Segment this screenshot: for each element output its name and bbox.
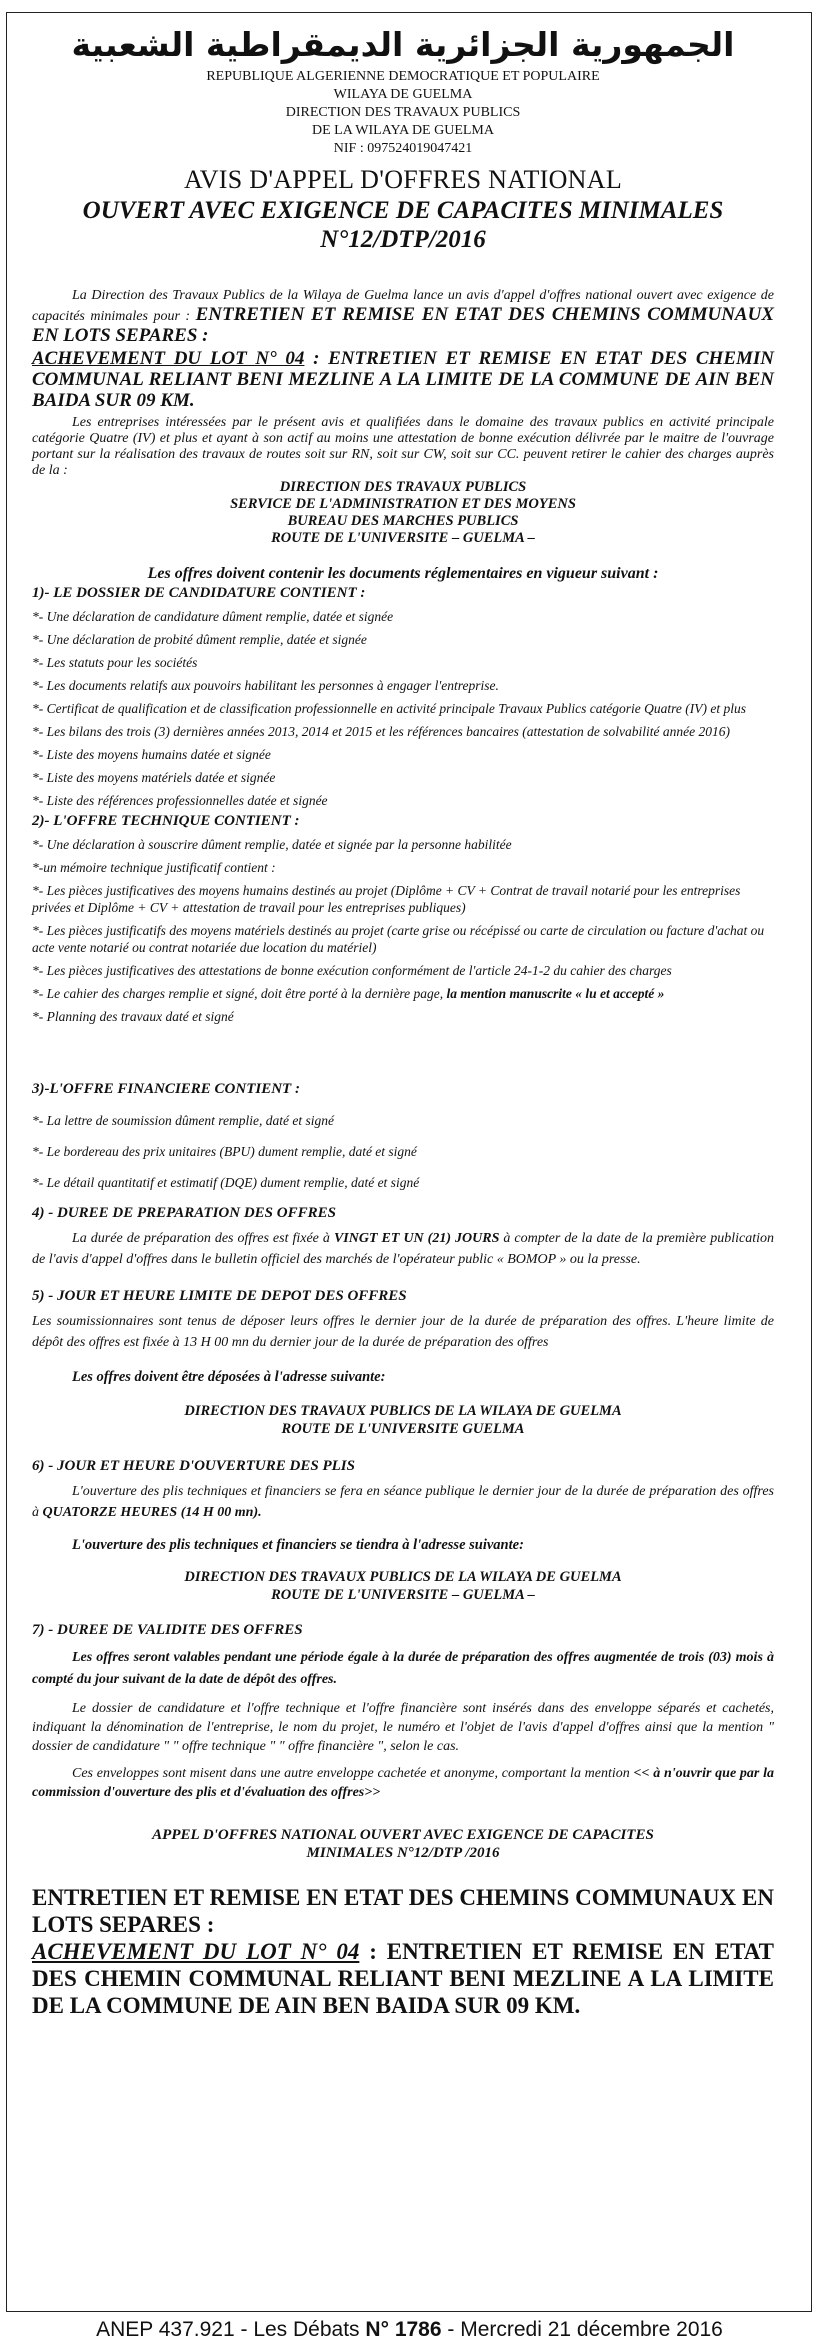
deposit-intro: Les offres doivent être déposées à l'adresse suivante:: [72, 1369, 386, 1385]
section-6-title: 6) - JOUR ET HEURE D'OUVERTURE DES PLIS: [32, 1458, 355, 1474]
republic-line: REPUBLIQUE ALGERIENNE DEMOCRATIQUE ET POPULAIRE: [206, 69, 600, 84]
section-3-title: 3)-L'OFFRE FINANCIERE CONTIENT :: [32, 1081, 300, 1097]
publication-footer: [0, 2318, 819, 2342]
candidature-item: *- Une déclaration de candidature dûment remplie, datée et signée: [32, 609, 394, 624]
technical-offer-item: *- Planning des travaux daté et signé: [32, 1009, 234, 1024]
footer-date: - Mercredi 21 décembre 2016: [447, 2318, 723, 2341]
final-project-title: ENTRETIEN ET REMISE EN ETAT DES CHEMINS COMMUNAUX EN LOTS SEPARES :: [32, 1885, 774, 1937]
section-7-validity: Les offres seront valables pendant une période égale à la durée de préparation des offres augmentée de trois (03) mois à compté du jour suivant de la date de dépôt des offres.: [32, 1650, 774, 1687]
section-2-list: [32, 836, 774, 1025]
intro-paragraph: La Direction des Travaux Publics de la Wilaya de Guelma lance un avis d'appel d'offres national ouvert avec exigence de capacités minimales pour : ENTRETIEN ET REMISE EN ETAT DES CHEMINS COMMUNAUX EN LOTS SEPARES :: [32, 288, 774, 346]
arabic-title: الجمهورية الجزائرية الديمقراطية الشعبية: [71, 25, 735, 64]
section-4-text: La durée de préparation des offres est fixée à VINGT ET UN (21) JOURS à compter de la date de la première publication de l'avis d'appel d'offres dans le bulletin officiel des marchés de l'opérateur public « BOMOP » ou la presse.: [32, 1231, 775, 1267]
recap-title: APPEL D'OFFRES NATIONAL OUVERT AVEC EXIGENCE DE CAPACITES MINIMALES N°12/DTP /2016: [152, 1827, 654, 1861]
financial-offer-item: *- Le bordereau des prix unitaires (BPU) dument remplie, daté et signé: [32, 1144, 417, 1159]
candidature-item: *- Les bilans des trois (3) dernières années 2013, 2014 et 2015 et les références bancaires (attestation de solvabilité année 2016): [32, 724, 730, 739]
technical-offer-item: *- Les pièces justificatives des moyens humains destinés au projet (Diplôme + CV + Contrat de travail notarié pour les entreprises privées et Diplôme + CV + attestation de travail pour les entreprises publiques): [32, 883, 741, 915]
wilaya-line: WILAYA DE GUELMA: [333, 87, 473, 102]
opening-intro: L'ouverture des plis techniques et financiers se tiendra à l'adresse suivante:: [72, 1537, 524, 1553]
deposit-address: DIRECTION DES TRAVAUX PUBLICS DE LA WILAYA DE GUELMA ROUTE DE L'UNIVERSITE GUELMA: [184, 1403, 622, 1437]
de-la-wilaya-line: DE LA WILAYA DE GUELMA: [312, 123, 494, 138]
intro-project-title: ENTRETIEN ET REMISE EN ETAT DES CHEMINS COMMUNAUX EN LOTS SEPARES :: [32, 304, 774, 346]
candidature-item: *- Certificat de qualification et de classification professionnelle en activité principale Travaux Publics catégorie Quatre (IV) et plus: [32, 701, 746, 716]
section-5-text: Les soumissionnaires sont tenus de déposer leurs offres le dernier jour de la durée de préparation des offres. L'heure limite de dépôt des offres est fixée à 13 H 00 mn du dernier jour de la durée de préparation des offres: [32, 1314, 774, 1350]
technical-offer-item: *-un mémoire technique justificatif contient :: [32, 860, 276, 875]
section-6-text: L'ouverture des plis techniques et financiers se fera en séance publique le dernier jour de la durée de préparation des offres à QUATORZE HEURES (14 H 00 mn).: [32, 1484, 774, 1520]
eligibility-paragraph: Les entreprises intéressées par le présent avis et qualifiées dans le domaine des travaux publics en activité principale catégorie Quatre (IV) et plus et ayant à son actif au moins une attestation de bonne exécution délivrée par le maitre de l'ouvrage portant sur la réalisation des travaux de routes soit sur RN, soit sur CW, soit sur CC. peuvent retirer le cahier des charges auprès de la :: [32, 415, 774, 478]
financial-offer-item: *- La lettre de soumission dûment remplie, daté et signé: [32, 1113, 334, 1128]
notice-body: [32, 20, 774, 2019]
notice-subtitle: OUVERT AVEC EXIGENCE DE CAPACITES MINIMALES: [82, 197, 724, 224]
withdrawal-address: DIRECTION DES TRAVAUX PUBLICS SERVICE DE L'ADMINISTRATION ET DES MOYENS BUREAU DES MARCHES PUBLICS ROUTE DE L'UNIVERSITE – GUELMA –: [230, 479, 576, 546]
final-lot-label: ACHEVEMENT DU LOT N° 04: [32, 1939, 360, 1964]
footer-ref: ANEP 437.921 - Les Débats: [96, 2318, 360, 2341]
section-7-envelopes: Le dossier de candidature et l'offre technique et l'offre financière sont insérés dans des enveloppe séparés et cachetés, indiquant la dénomination de l'entreprise, le nom du projet, le numéro et l'objet de l'avis d'appel d'offres ainsi que la mention " dossier de candidature " " offre technique " " offre financière ", selon le cas.: [32, 1701, 774, 1754]
notice-number: N°12/DTP/2016: [320, 226, 486, 253]
candidature-item: *- Liste des moyens matériels datée et signée: [32, 770, 276, 785]
footer-num: 1786: [394, 2318, 442, 2341]
opening-address: DIRECTION DES TRAVAUX PUBLICS DE LA WILAYA DE GUELMA ROUTE DE L'UNIVERSITE – GUELMA –: [184, 1569, 622, 1603]
nif-line: NIF : 097524019047421: [333, 141, 473, 156]
direction-line: DIRECTION DES TRAVAUX PUBLICS: [285, 105, 521, 120]
offers-intro: Les offres doivent contenir les documents réglementaires en vigueur suivant :: [147, 565, 659, 582]
section-7-title: 7) - DUREE DE VALIDITE DES OFFRES: [32, 1622, 303, 1638]
technical-offer-item: *- Le cahier des charges remplie et signé, doit être porté à la dernière page, la mention manuscrite « lu et accepté »: [32, 986, 665, 1001]
section-3-list: [32, 1112, 774, 1191]
section-2-title: 2)- L'OFFRE TECHNIQUE CONTIENT :: [32, 813, 300, 829]
candidature-item: *- Une déclaration de probité dûment remplie, datée et signée: [32, 632, 367, 647]
notice-title: AVIS D'APPEL D'OFFRES NATIONAL: [183, 165, 623, 194]
section-4-title: 4) - DUREE DE PREPARATION DES OFFRES: [32, 1205, 336, 1221]
intro-lot-text: : ENTRETIEN ET REMISE EN ETAT DES CHEMIN COMMUNAL RELIANT BENI MEZLINE A LA LIMITE DE LA COMMUNE DE AIN BEN BAIDA SUR 09 KM.: [32, 348, 775, 411]
section-7-anonymous: Ces enveloppes sont misent dans une autre enveloppe cachetée et anonyme, comportant la mention << à n'ouvrir que par la commission d'ouverture des plis et d'évaluation des offres>>: [32, 1766, 775, 1800]
intro-lot: [32, 348, 774, 411]
candidature-item: *- Liste des moyens humains datée et signée: [32, 747, 271, 762]
final-lot: [32, 1938, 774, 2019]
technical-offer-item: *- Les pièces justificatifs des moyens matériels destinés au projet (carte grise ou récépissé ou carte de circulation ou facture d'achat ou acte vente notarié ou contrat notariée due location du matériel): [32, 923, 765, 955]
candidature-item: *- Les statuts pour les sociétés: [32, 655, 198, 670]
mention-manuscrite: la mention manuscrite « lu et accepté »: [443, 986, 665, 1001]
candidature-item: *- Liste des références professionnelles datée et signée: [32, 793, 328, 808]
technical-offer-item: *- Une déclaration à souscrire dûment remplie, datée et signée par la personne habilitée: [32, 837, 512, 852]
final-lot-text: : ENTRETIEN ET REMISE EN ETAT DES CHEMIN COMMUNAL RELIANT BENI MEZLINE A LA LIMITE DE LA COMMUNE DE AIN BEN BAIDA SUR 09 KM.: [32, 1939, 775, 2018]
intro-lot-label: ACHEVEMENT DU LOT N° 04: [32, 348, 305, 369]
section-1-list: [32, 608, 774, 809]
technical-offer-item: *- Les pièces justificatives des attestations de bonne exécution conformément de l'article 24-1-2 du cahier des charges: [32, 963, 672, 978]
candidature-item: *- Les documents relatifs aux pouvoirs habilitant les personnes à engager l'entreprise.: [32, 678, 499, 693]
section-1-title: 1)- LE DOSSIER DE CANDIDATURE CONTIENT :: [32, 585, 366, 601]
section-5-title: 5) - JOUR ET HEURE LIMITE DE DEPOT DES OFFRES: [32, 1288, 407, 1304]
footer-num-label: N°: [365, 2318, 389, 2341]
financial-offer-item: *- Le détail quantitatif et estimatif (DQE) dument remplie, daté et signé: [32, 1175, 420, 1190]
